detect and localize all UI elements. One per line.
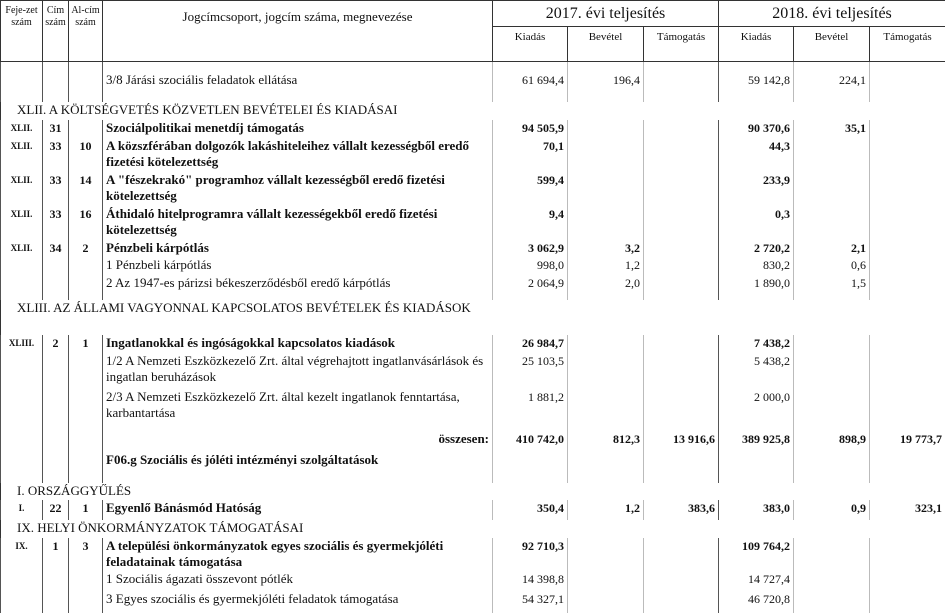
alcim-cell: 14 [69, 172, 103, 206]
description-cell: Ingatlanokkal és ingóságokkal kapcsolatos kiadások [103, 335, 493, 353]
cim-cell: 22 [43, 500, 69, 520]
value-bevetel-2018: 35,1 [794, 120, 870, 138]
value-tamogatas-2017 [644, 538, 719, 571]
table-row [1, 240, 945, 257]
table-row [1, 120, 945, 138]
value-kiadas-2018: 46 720,8 [719, 591, 794, 613]
value-kiadas-2017: 3 062,9 [493, 240, 568, 257]
subheader-kiadás-2018: Kiadás [719, 27, 794, 62]
value-bevetel-2018: 2,1 [794, 240, 870, 257]
value-kiadas-2018: 389 925,8 [719, 426, 794, 452]
empty-cell [719, 300, 794, 335]
cim-cell [43, 353, 69, 389]
table-row [1, 275, 945, 300]
value-tamogatas-2017 [644, 335, 719, 353]
value-bevetel-2017: 2,0 [568, 275, 644, 300]
cim-cell: 34 [43, 240, 69, 257]
value-tamogatas-2017 [644, 353, 719, 389]
value-tamogatas-2017 [644, 571, 719, 591]
table-row [1, 138, 945, 172]
cim-cell [43, 571, 69, 591]
section-heading-row [1, 102, 945, 120]
section-heading-row [1, 520, 945, 538]
description-cell: 2/3 A Nemzeti Eszközkezelő Zrt. által kezelt ingatlanok fenntartása, karbantartása [103, 389, 493, 426]
fejezet-cell: XLII. [1, 240, 43, 257]
value-tamogatas-2017 [644, 138, 719, 172]
table-row [1, 500, 945, 520]
value-tamogatas-2018 [870, 257, 945, 275]
header-row [1, 1, 945, 27]
empty-cell [493, 300, 568, 335]
value-kiadas-2018: 14 727,4 [719, 571, 794, 591]
value-tamogatas-2018 [870, 389, 945, 426]
value-tamogatas-2018 [870, 172, 945, 206]
value-bevetel-2017 [568, 335, 644, 353]
value-bevetel-2017: 812,3 [568, 426, 644, 452]
empty-cell [493, 102, 568, 120]
value-tamogatas-2017 [644, 240, 719, 257]
value-tamogatas-2018 [870, 206, 945, 240]
value-kiadas-2017: 14 398,8 [493, 571, 568, 591]
description-cell: 1/2 A Nemzeti Eszközkezelő Zrt. által végrehajtott ingatlanvásárlások és ingatlan beruházások [103, 353, 493, 389]
value-tamogatas-2018: 19 773,7 [870, 426, 945, 452]
description-cell: F06.g Szociális és jóléti intézményi szolgáltatások [103, 452, 493, 483]
value-bevetel-2017 [568, 138, 644, 172]
empty-cell [568, 520, 644, 538]
fejezet-cell [1, 452, 43, 483]
header-cim: Cím szám [43, 1, 69, 62]
description-cell: Pénzbeli kárpótlás [103, 240, 493, 257]
value-bevetel-2018 [794, 206, 870, 240]
total-label: összesen: [103, 426, 493, 452]
value-tamogatas-2017 [644, 172, 719, 206]
value-kiadas-2018: 2 720,2 [719, 240, 794, 257]
value-tamogatas-2018 [870, 335, 945, 353]
value-tamogatas-2017 [644, 275, 719, 300]
value-kiadas-2017: 92 710,3 [493, 538, 568, 571]
description-cell: A települési önkormányzatok egyes szociális és gyermekjóléti feladatainak támogatása [103, 538, 493, 571]
empty-cell [568, 300, 644, 335]
alcim-cell [69, 120, 103, 138]
value-bevetel-2017: 196,4 [568, 72, 644, 102]
description-cell: Szociálpolitikai menetdíj támogatás [103, 120, 493, 138]
fejezet-cell [1, 257, 43, 275]
value-tamogatas-2018 [870, 275, 945, 300]
value-bevetel-2018 [794, 389, 870, 426]
value-kiadas-2018: 383,0 [719, 500, 794, 520]
fejezet-cell [1, 72, 43, 102]
cim-cell: 33 [43, 206, 69, 240]
value-tamogatas-2018 [870, 353, 945, 389]
empty-cell [644, 483, 719, 500]
value-kiadas-2018: 44,3 [719, 138, 794, 172]
value-kiadas-2018: 5 438,2 [719, 353, 794, 389]
value-tamogatas-2017 [644, 257, 719, 275]
empty-cell [870, 300, 945, 335]
fejezet-cell: XLII. [1, 172, 43, 206]
cim-cell: 33 [43, 172, 69, 206]
fejezet-cell: XLII. [1, 138, 43, 172]
value-tamogatas-2017 [644, 206, 719, 240]
alcim-cell [69, 571, 103, 591]
alcim-cell: 1 [69, 335, 103, 353]
value-tamogatas-2017: 13 916,6 [644, 426, 719, 452]
empty-cell [719, 102, 794, 120]
value-kiadas-2017: 2 064,9 [493, 275, 568, 300]
table-row [1, 452, 945, 483]
description-cell: 1 Pénzbeli kárpótlás [103, 257, 493, 275]
empty-cell [719, 483, 794, 500]
value-tamogatas-2018 [870, 571, 945, 591]
alcim-cell: 2 [69, 240, 103, 257]
alcim-cell [69, 389, 103, 426]
value-kiadas-2018 [719, 452, 794, 483]
fejezet-cell: XLIII. [1, 335, 43, 353]
value-bevetel-2017 [568, 353, 644, 389]
fejezet-cell: I. [1, 500, 43, 520]
value-tamogatas-2018 [870, 240, 945, 257]
value-bevetel-2017 [568, 389, 644, 426]
value-kiadas-2018: 59 142,8 [719, 72, 794, 102]
header-description: Jogcímcsoport, jogcím száma, megnevezése [103, 1, 493, 62]
alcim-cell [69, 591, 103, 613]
alcim-cell: 1 [69, 500, 103, 520]
empty-cell [568, 483, 644, 500]
value-bevetel-2018: 0,9 [794, 500, 870, 520]
alcim-cell [69, 275, 103, 300]
value-kiadas-2017: 350,4 [493, 500, 568, 520]
value-bevetel-2018: 224,1 [794, 72, 870, 102]
value-bevetel-2017 [568, 172, 644, 206]
subheader-támogatás-2018: Támogatás [870, 27, 945, 62]
fejezet-cell [1, 591, 43, 613]
empty-cell [794, 102, 870, 120]
empty-cell [870, 102, 945, 120]
value-kiadas-2018: 7 438,2 [719, 335, 794, 353]
section-title: XLIII. AZ ÁLLAMI VAGYONNAL KAPCSOLATOS BEVÉTELEK ÉS KIADÁSOK [1, 300, 493, 335]
value-bevetel-2017: 3,2 [568, 240, 644, 257]
cim-cell [43, 72, 69, 102]
value-kiadas-2017: 9,4 [493, 206, 568, 240]
cim-cell: 31 [43, 120, 69, 138]
value-bevetel-2017: 1,2 [568, 500, 644, 520]
value-bevetel-2018 [794, 353, 870, 389]
total-row [1, 426, 945, 452]
alcim-cell: 10 [69, 138, 103, 172]
description-cell: A közszférában dolgozók lakáshiteleihez vállalt kezességből eredő fizetési kötelezettség [103, 138, 493, 172]
fejezet-cell [1, 426, 43, 452]
empty-cell [493, 520, 568, 538]
fejezet-cell [1, 389, 43, 426]
value-kiadas-2017: 998,0 [493, 257, 568, 275]
alcim-cell [69, 72, 103, 102]
value-tamogatas-2018 [870, 452, 945, 483]
cim-cell: 1 [43, 538, 69, 571]
fejezet-cell [1, 275, 43, 300]
value-bevetel-2017 [568, 206, 644, 240]
value-kiadas-2017: 61 694,4 [493, 72, 568, 102]
value-kiadas-2017: 25 103,5 [493, 353, 568, 389]
section-title: IX. HELYI ÖNKORMÁNYZATOK TÁMOGATÁSAI [1, 520, 493, 538]
fejezet-cell [1, 571, 43, 591]
value-bevetel-2017 [568, 452, 644, 483]
value-bevetel-2018: 1,5 [794, 275, 870, 300]
cim-cell: 33 [43, 138, 69, 172]
cim-cell [43, 591, 69, 613]
empty-cell [794, 520, 870, 538]
section-title: I. ORSZÁGGYŰLÉS [1, 483, 493, 500]
value-bevetel-2018 [794, 172, 870, 206]
empty-cell [568, 102, 644, 120]
value-kiadas-2017 [493, 452, 568, 483]
table-row [1, 335, 945, 353]
fejezet-cell: XLII. [1, 206, 43, 240]
alcim-cell: 3 [69, 538, 103, 571]
value-kiadas-2018: 0,3 [719, 206, 794, 240]
value-tamogatas-2018 [870, 72, 945, 102]
empty-cell [493, 483, 568, 500]
value-bevetel-2017 [568, 591, 644, 613]
value-kiadas-2018: 109 764,2 [719, 538, 794, 571]
section-heading-row [1, 483, 945, 500]
value-kiadas-2017: 54 327,1 [493, 591, 568, 613]
empty-cell [644, 102, 719, 120]
alcim-cell: 16 [69, 206, 103, 240]
subheader-bevétel-2018: Bevétel [794, 27, 870, 62]
fejezet-cell [1, 353, 43, 389]
section-heading-row [1, 300, 945, 335]
header-year-2018: 2018. évi teljesítés [719, 1, 945, 27]
value-kiadas-2017: 94 505,9 [493, 120, 568, 138]
value-kiadas-2018: 2 000,0 [719, 389, 794, 426]
cim-cell: 2 [43, 335, 69, 353]
table-row [1, 72, 945, 102]
empty-cell [794, 300, 870, 335]
value-tamogatas-2017 [644, 120, 719, 138]
description-cell: 1 Szociális ágazati összevont pótlék [103, 571, 493, 591]
table-row [1, 538, 945, 571]
table-row [1, 591, 945, 613]
value-tamogatas-2017: 383,6 [644, 500, 719, 520]
table-row [1, 353, 945, 389]
value-bevetel-2017 [568, 538, 644, 571]
table-row [1, 571, 945, 591]
value-kiadas-2018: 1 890,0 [719, 275, 794, 300]
value-bevetel-2018: 898,9 [794, 426, 870, 452]
subheader-támogatás-2017: Támogatás [644, 27, 719, 62]
value-tamogatas-2017 [644, 72, 719, 102]
value-bevetel-2018 [794, 335, 870, 353]
subheader-kiadás-2017: Kiadás [493, 27, 568, 62]
cim-cell [43, 426, 69, 452]
value-kiadas-2017: 26 984,7 [493, 335, 568, 353]
value-kiadas-2017: 70,1 [493, 138, 568, 172]
value-bevetel-2018 [794, 571, 870, 591]
value-bevetel-2018 [794, 538, 870, 571]
description-cell: 3/8 Járási szociális feladatok ellátása [103, 72, 493, 102]
header-alcim: Al-cím szám [69, 1, 103, 62]
alcim-cell [69, 257, 103, 275]
alcim-cell [69, 426, 103, 452]
description-cell: 3 Egyes szociális és gyermekjóléti feladatok támogatása [103, 591, 493, 613]
spacer-row [1, 62, 945, 72]
value-tamogatas-2017 [644, 452, 719, 483]
table-row [1, 172, 945, 206]
cim-cell [43, 452, 69, 483]
cim-cell [43, 389, 69, 426]
value-tamogatas-2018: 323,1 [870, 500, 945, 520]
value-bevetel-2018 [794, 452, 870, 483]
cim-cell [43, 275, 69, 300]
value-bevetel-2017: 1,2 [568, 257, 644, 275]
header-fejezet: Feje-zet szám [1, 1, 43, 62]
header-year-2017: 2017. évi teljesítés [493, 1, 719, 27]
alcim-cell [69, 452, 103, 483]
value-kiadas-2017: 410 742,0 [493, 426, 568, 452]
empty-cell [719, 520, 794, 538]
value-tamogatas-2018 [870, 138, 945, 172]
value-kiadas-2017: 1 881,2 [493, 389, 568, 426]
empty-cell [870, 483, 945, 500]
value-bevetel-2017 [568, 120, 644, 138]
value-tamogatas-2017 [644, 591, 719, 613]
cim-cell [43, 257, 69, 275]
value-kiadas-2017: 599,4 [493, 172, 568, 206]
value-kiadas-2018: 233,9 [719, 172, 794, 206]
value-tamogatas-2018 [870, 538, 945, 571]
table-body [1, 62, 945, 613]
value-bevetel-2017 [568, 571, 644, 591]
value-tamogatas-2017 [644, 389, 719, 426]
empty-cell [870, 520, 945, 538]
value-bevetel-2018 [794, 591, 870, 613]
section-title: XLII. A KÖLTSÉGVETÉS KÖZVETLEN BEVÉTELEI ÉS KIADÁSAI [1, 102, 493, 120]
description-cell: Áthidaló hitelprogramra vállalt kezességekből eredő fizetési kötelezettség [103, 206, 493, 240]
value-kiadas-2018: 830,2 [719, 257, 794, 275]
fejezet-cell: XLII. [1, 120, 43, 138]
value-kiadas-2018: 90 370,6 [719, 120, 794, 138]
value-bevetel-2018: 0,6 [794, 257, 870, 275]
description-cell: Egyenlő Bánásmód Hatóság [103, 500, 493, 520]
description-cell: 2 Az 1947-es párizsi békeszerződésből eredő kárpótlás [103, 275, 493, 300]
empty-cell [644, 520, 719, 538]
subheader-bevétel-2017: Bevétel [568, 27, 644, 62]
value-tamogatas-2018 [870, 591, 945, 613]
alcim-cell [69, 353, 103, 389]
empty-cell [794, 483, 870, 500]
fejezet-cell: IX. [1, 538, 43, 571]
table-row [1, 257, 945, 275]
description-cell: A "fészekrakó" programhoz vállalt kezességből eredő fizetési kötelezettség [103, 172, 493, 206]
value-tamogatas-2018 [870, 120, 945, 138]
table-row [1, 389, 945, 426]
table-row [1, 206, 945, 240]
empty-cell [644, 300, 719, 335]
value-bevetel-2018 [794, 138, 870, 172]
